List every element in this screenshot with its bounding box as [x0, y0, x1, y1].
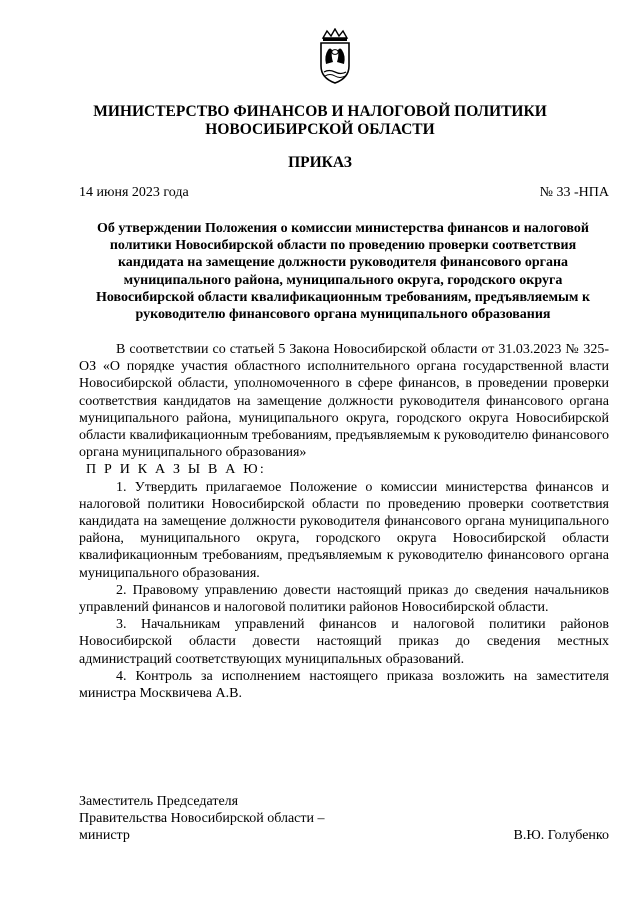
signer-title-line-3 — [79, 827, 609, 844]
date-number-line — [79, 185, 609, 201]
signer-title-line-2: Правительства Новосибирской области – — [79, 811, 325, 827]
order-item-2: 2. Правовому управлению довести настоящий приказ до сведения начальников управлений финансов и налоговой политики районов Новосибирской области. — [79, 582, 609, 616]
ministry-line-2: НОВОСИБИРСКОЙ ОБЛАСТИ — [205, 121, 435, 138]
order-word: П Р И К А З Ы В А Ю: — [86, 462, 266, 478]
document-number: № 33 -НПА — [539, 185, 609, 200]
ministry-line-1: МИНИСТЕРСТВО ФИНАНСОВ И НАЛОГОВОЙ ПОЛИТИКИ — [93, 103, 547, 120]
document-body — [79, 341, 609, 702]
document-subject: Об утверждении Положения о комиссии министерства финансов и налоговой политики Новосибирской области по проведению проверки соответствия кандидата на замещение должности руководителя финансового органа муниципального района, муниципального округа, городского округа Новосибирской области квалификационным требованиям, предъявляемым к руководителю финансового органа муниципального образования — [95, 221, 591, 323]
signer-title-minister: министр — [79, 828, 130, 844]
order-item-4: 4. Контроль за исполнением настоящего приказа возложить на заместителя министра Москвичева А.В. — [79, 668, 609, 702]
order-item-1: 1. Утвердить прилагаемое Положение о комиссии министерства финансов и налоговой политики Новосибирской области по проведению проверки соответствия кандидата на замещение должности руководителя финансового органа муниципального района, муниципального округа, городского округа Новосибирской области квалификационным требованиям, предъявляемым к руководителю финансового органа муниципального образования. — [79, 479, 609, 581]
coat-of-arms-icon — [315, 28, 355, 86]
order-item-3: 3. Начальникам управлений финансов и налоговой политики районов Новосибирской области довести настоящий приказ до сведения местных администраций соответствующих муниципальных образований. — [79, 617, 609, 667]
signature-block — [79, 793, 609, 845]
signer-name: В.Ю. Голубенко — [513, 828, 609, 844]
ministry-name — [60, 103, 580, 139]
preamble-paragraph: В соответствии со статьей 5 Закона Новосибирской области от 31.03.2023 № 325-ОЗ «О порядке участия областного исполнительного органа государственной власти Новосибирской области, уполномоченного в сфере финансов, в проведении проверки соответствия кандидатов на замещение должности руководителя финансового органа муниципального района, муниципального округа, городского округа Новосибирской области квалификационным требованиям, предъявляемым к руководителю финансового органа муниципального образования» — [79, 342, 609, 461]
document-date: 14 июня 2023 года — [79, 185, 189, 200]
document-type: ПРИКАЗ — [288, 154, 352, 171]
signer-title-line-1: Заместитель Председателя — [79, 794, 239, 809]
